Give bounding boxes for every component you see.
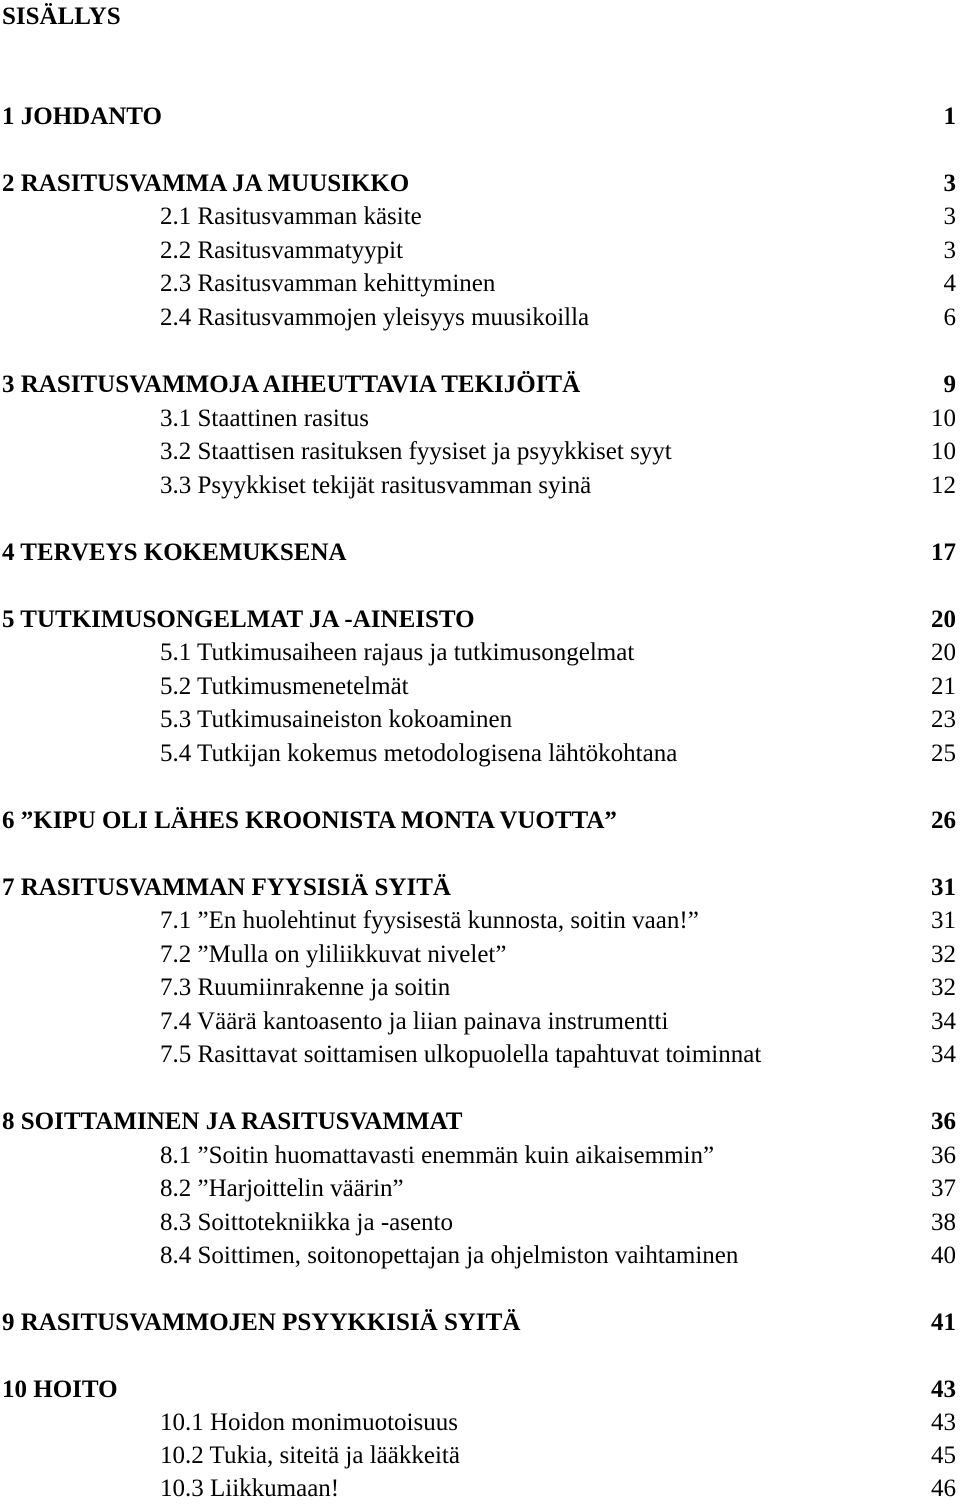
- toc-section-row: [0, 437, 958, 467]
- toc-entry-label: 7 RASITUSVAMMAN FYYSISIÄ SYITÄ: [2, 874, 451, 901]
- toc-entry-label: 10.2 Tukia, siteitä ja lääkkeitä: [160, 1442, 460, 1469]
- toc-chapter-row: [0, 1375, 958, 1405]
- toc-section-row: [0, 1474, 958, 1504]
- toc-page-number: 38: [931, 1209, 956, 1236]
- toc-entry-label: 5.1 Tutkimusaiheen rajaus ja tutkimusongelmat: [160, 639, 635, 666]
- toc-entry-label: 7.2 ”Mulla on yliliikkuvat nivelet”: [160, 941, 507, 968]
- toc-page-number: 3: [943, 170, 956, 197]
- toc-entry-label: 10.1 Hoidon monimuotoisuus: [160, 1409, 458, 1436]
- toc-entry-label: 8 SOITTAMINEN JA RASITUSVAMMAT: [2, 1108, 463, 1135]
- toc-entry-label: 8.2 ”Harjoittelin väärin”: [160, 1175, 404, 1202]
- toc-page-number: 40: [931, 1242, 956, 1269]
- toc-entry-label: 6 ”KIPU OLI LÄHES KROONISTA MONTA VUOTTA”: [2, 807, 617, 834]
- toc-entry-label: 3 RASITUSVAMMOJA AIHEUTTAVIA TEKIJÖITÄ: [2, 371, 581, 398]
- toc-page-number: 20: [931, 639, 956, 666]
- toc-section-row: [0, 471, 958, 501]
- toc-entry-label: 4 TERVEYS KOKEMUKSENA: [2, 539, 347, 566]
- toc-entry-label: 8.4 Soittimen, soitonopettajan ja ohjelmiston vaihtaminen: [160, 1242, 739, 1269]
- toc-page-number: 25: [931, 740, 956, 767]
- toc-entry-label: 1 JOHDANTO: [2, 103, 162, 130]
- toc-entry-label: 3.1 Staattinen rasitus: [160, 405, 369, 432]
- toc-entry-label: 7.5 Rasittavat soittamisen ulkopuolella tapahtuvat toiminnat: [160, 1041, 762, 1068]
- toc-entry-label: 2.3 Rasitusvamman kehittyminen: [160, 270, 496, 297]
- toc-chapter-row: [0, 102, 958, 132]
- toc-section-row: [0, 638, 958, 668]
- toc-section-row: [0, 1040, 958, 1070]
- toc-entry-label: 8.3 Soittotekniikka ja -asento: [160, 1209, 454, 1236]
- toc-entry-label: 9 RASITUSVAMMOJEN PSYYKKISIÄ SYITÄ: [2, 1309, 521, 1336]
- toc-page-number: 17: [931, 539, 956, 566]
- toc-page-number: 31: [931, 907, 956, 934]
- toc-chapter-row: [0, 1308, 958, 1338]
- toc-section-row: [0, 202, 958, 232]
- toc-page-number: 43: [931, 1409, 956, 1436]
- toc-page-number: 4: [943, 270, 956, 297]
- toc-chapter-row: [0, 370, 958, 400]
- toc-page-number: 3: [943, 203, 956, 230]
- toc-chapter-row: [0, 873, 958, 903]
- toc-page-number: 41: [931, 1309, 956, 1336]
- toc-page-number: 36: [931, 1142, 956, 1169]
- toc-chapter-row: [0, 605, 958, 635]
- toc-section-row: [0, 1141, 958, 1171]
- toc-page-number: 12: [931, 472, 956, 499]
- toc-section-row: [0, 269, 958, 299]
- toc-page-number: 20: [931, 606, 956, 633]
- toc-section-row: [0, 1441, 958, 1471]
- toc-page-number: 34: [931, 1041, 956, 1068]
- toc-entry-label: 5.2 Tutkimusmenetelmät: [160, 673, 409, 700]
- toc-page-number: 9: [943, 371, 956, 398]
- toc-entry-label: 3.3 Psyykkiset tekijät rasitusvamman syinä: [160, 472, 592, 499]
- toc-page-number: 3: [943, 237, 956, 264]
- toc-entry-label: 2.4 Rasitusvammojen yleisyys muusikoilla: [160, 304, 590, 331]
- toc-page-number: 21: [931, 673, 956, 700]
- toc-chapter-row: [0, 169, 958, 199]
- toc-page-number: 37: [931, 1175, 956, 1202]
- toc-section-row: [0, 973, 958, 1003]
- toc-page-number: 43: [931, 1376, 956, 1403]
- toc-entry-label: 7.4 Väärä kantoasento ja liian painava instrumentti: [160, 1008, 669, 1035]
- toc-entry-label: 7.1 ”En huolehtinut fyysisestä kunnosta, soitin vaan!”: [160, 907, 699, 934]
- toc-page-number: 32: [931, 974, 956, 1001]
- toc-section-row: [0, 1007, 958, 1037]
- toc-entry-label: 10 HOITO: [2, 1376, 118, 1403]
- toc-section-row: [0, 672, 958, 702]
- toc-entry-label: 7.3 Ruumiinrakenne ja soitin: [160, 974, 451, 1001]
- toc-chapter-row: [0, 806, 958, 836]
- toc-section-row: [0, 739, 958, 769]
- toc-section-row: [0, 1174, 958, 1204]
- toc-entry-label: 8.1 ”Soitin huomattavasti enemmän kuin aikaisemmin”: [160, 1142, 715, 1169]
- toc-page-number: 32: [931, 941, 956, 968]
- toc-section-row: [0, 1241, 958, 1271]
- toc-page-number: 45: [931, 1442, 956, 1469]
- toc-entry-label: 5 TUTKIMUSONGELMAT JA -AINEISTO: [2, 606, 475, 633]
- toc-section-row: [0, 236, 958, 266]
- toc-section-row: [0, 404, 958, 434]
- toc-entry-label: 3.2 Staattisen rasituksen fyysiset ja psyykkiset syyt: [160, 438, 672, 465]
- toc-section-row: [0, 705, 958, 735]
- toc-page-number: 36: [931, 1108, 956, 1135]
- toc-entry-label: 10.3 Liikkumaan!: [160, 1475, 340, 1502]
- toc-entry-label: 2.1 Rasitusvamman käsite: [160, 203, 422, 230]
- toc-page-number: 6: [943, 304, 956, 331]
- toc-section-row: [0, 1408, 958, 1438]
- toc-page-number: 23: [931, 706, 956, 733]
- toc-section-row: [0, 940, 958, 970]
- toc-page-number: 26: [931, 807, 956, 834]
- toc-entry-label: 5.3 Tutkimusaineiston kokoaminen: [160, 706, 513, 733]
- toc-entry-label: 5.4 Tutkijan kokemus metodologisena lähtökohtana: [160, 740, 678, 767]
- toc-page-number: 31: [931, 874, 956, 901]
- toc-entry-label: 2 RASITUSVAMMA JA MUUSIKKO: [2, 170, 410, 197]
- toc-section-row: [0, 1208, 958, 1238]
- toc-page-number: 10: [931, 405, 956, 432]
- toc-entry-label: 2.2 Rasitusvammatyypit: [160, 237, 404, 264]
- toc-chapter-row: [0, 538, 958, 568]
- toc-chapter-row: [0, 1107, 958, 1137]
- toc-page-number: 46: [931, 1475, 956, 1502]
- toc-page-number: 1: [943, 103, 956, 130]
- toc-section-row: [0, 906, 958, 936]
- toc-page-number: 34: [931, 1008, 956, 1035]
- toc-section-row: [0, 303, 958, 333]
- toc-page-number: 10: [931, 438, 956, 465]
- toc-title: SISÄLLYS: [2, 3, 121, 30]
